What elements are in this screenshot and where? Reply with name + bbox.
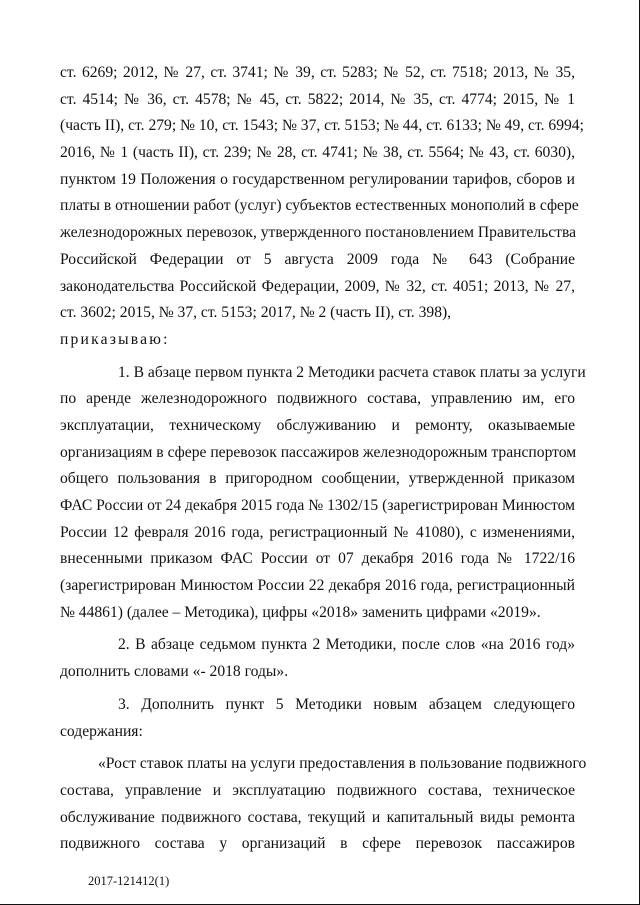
intro-line: (часть II), ст. 279; № 10, ст. 1543; № 37, ст. 5153; № 44, ст. 6133; № 49, ст. 6994; xyxy=(60,117,584,135)
quote-line: обслуживание подвижного состава, текущий и капитальный виды ремонта xyxy=(60,808,575,826)
document-body xyxy=(60,60,587,858)
order-word: приказываю: xyxy=(60,330,170,348)
intro-line: ст. 6269; 2012, № 27, ст. 3741; № 39, ст. 5283; № 52, ст. 7518; 2013, № 35, xyxy=(60,64,575,81)
document-code: 2017-121412(1) xyxy=(88,874,170,888)
intro-line: Российской Федерации от 5 августа 2009 года № 643 (Собрание xyxy=(60,250,575,268)
intro-line: 2016, № 1 (часть II), ст. 239; № 28, ст. 4741; № 38, ст. 5564; № 43, ст. 6030), xyxy=(60,144,575,162)
intro-line: пунктом 19 Положения о государственном регулировании тарифов, сборов и xyxy=(60,170,575,188)
intro-line: платы в отношении работ (услуг) субъектов естественных монополий в сфере xyxy=(60,197,579,215)
item1-line: эксплуатации, техническому обслуживанию и ремонту, оказываемые xyxy=(60,416,575,434)
item2-line: дополнить словами «- 2018 годы». xyxy=(60,663,289,681)
item1-line: ФАС России от 24 декабря 2015 года № 1302/15 (зарегистрирован Минюстом xyxy=(60,497,575,514)
quote-line: подвижного состава у организаций в сфере перевозок пассажиров xyxy=(60,835,575,853)
item3-line: содержания: xyxy=(60,722,143,740)
item1-line: России 12 февраля 2016 года, регистрационный № 41080), с изменениями, xyxy=(60,523,575,541)
intro-line: ст. 3602; 2015, № 37, ст. 5153; 2017, № 2 (часть II), ст. 398), xyxy=(60,304,452,322)
item3-line: 3. Дополнить пункт 5 Методики новым абзацем следующего xyxy=(118,695,575,713)
intro-line: железнодорожных перевозок, утвержденного постановлением Правительства xyxy=(60,224,577,242)
item1-line: общего пользования в пригородном сообщении, утвержденной приказом xyxy=(60,470,575,488)
item1-line: 1. В абзаце первом пункта 2 Методики расчета ставок платы за услуги xyxy=(118,363,586,381)
item1-line: (зарегистрирован Минюстом России 22 декабря 2016 года, регистрационный xyxy=(60,577,575,595)
item1-line: внесенными приказом ФАС России от 07 декабря 2016 года № 1722/16 xyxy=(60,550,575,568)
item2-line: 2. В абзаце седьмом пункта 2 Методики, после слов «на 2016 год» xyxy=(118,636,575,654)
item1-line: № 44861) (далее – Методика), цифры «2018» заменить цифрами «2019». xyxy=(60,603,541,621)
intro-line: ст. 4514; № 36, ст. 4578; № 45, ст. 5822; 2014, № 35, ст. 4774; 2015, № 1 xyxy=(60,90,575,108)
quote-line: состава, управление и эксплуатацию подвижного состава, техническое xyxy=(60,781,575,799)
intro-line: законодательства Российской Федерации, 2009, № 32, ст. 4051; 2013, № 27, xyxy=(60,277,575,295)
item1-line: по аренде железнодорожного подвижного состава, управлению им, его xyxy=(60,390,575,408)
item1-line: организациям в сфере перевозок пассажиров железнодорожным транспортом xyxy=(60,443,577,461)
quote-line: «Рост ставок платы на услуги предоставления в пользование подвижного xyxy=(98,755,587,773)
